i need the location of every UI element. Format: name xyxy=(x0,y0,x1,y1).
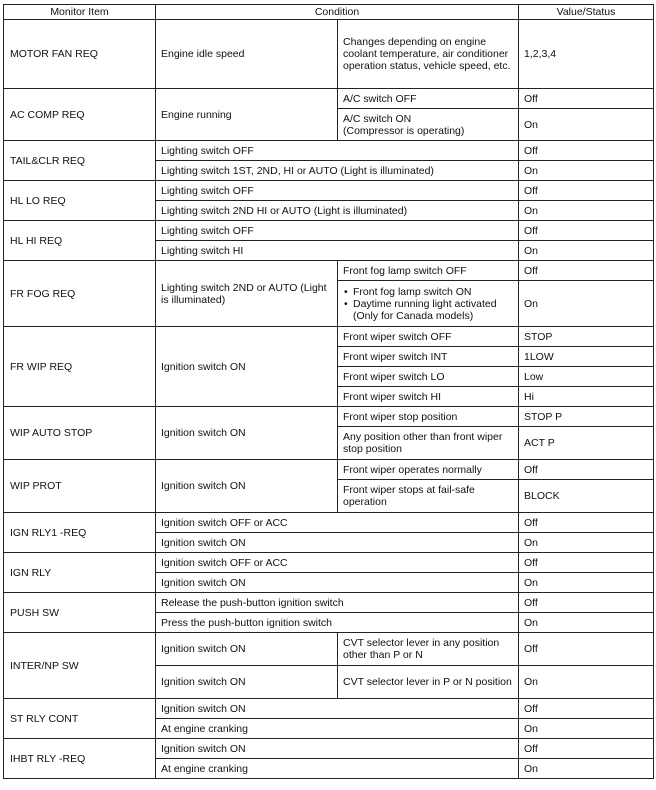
table-row xyxy=(4,181,654,201)
sub-condition-cell: Front wiper stops at fail-safe operation xyxy=(338,480,519,513)
sub-condition-cell: A/C switch OFF xyxy=(338,89,519,109)
monitor-item-cell: FR WIP REQ xyxy=(4,327,156,407)
bullet-item: • Daytime running light activated xyxy=(343,298,513,310)
condition-cell: Release the push-button ignition switch xyxy=(156,593,519,613)
bullet-list xyxy=(343,286,513,322)
sub-condition-cell: Front fog lamp switch OFF xyxy=(338,261,519,281)
value-cell: Off xyxy=(519,699,654,719)
condition-cell: Ignition switch ON xyxy=(156,666,338,699)
condition-cell: Ignition switch ON xyxy=(156,407,338,460)
table-row xyxy=(4,20,654,89)
table-row xyxy=(4,327,654,347)
monitor-item-cell: IHBT RLY -REQ xyxy=(4,739,156,779)
monitor-item-cell: HL HI REQ xyxy=(4,221,156,261)
value-cell: Off xyxy=(519,739,654,759)
condition-cell: Lighting switch OFF xyxy=(156,221,519,241)
table-row xyxy=(4,89,654,109)
table-row xyxy=(4,141,654,161)
monitor-item-cell: WIP PROT xyxy=(4,460,156,513)
value-cell: 1LOW xyxy=(519,347,654,367)
monitor-item-cell: INTER/NP SW xyxy=(4,633,156,699)
value-cell: On xyxy=(519,241,654,261)
bullet-item-note: (Only for Canada models) xyxy=(353,309,474,322)
bullet-item: • Front fog lamp switch ON xyxy=(343,286,513,298)
value-cell: On xyxy=(519,613,654,633)
sub-condition-cell: Front wiper switch INT xyxy=(338,347,519,367)
value-cell: ACT P xyxy=(519,427,654,460)
condition-cell: Engine idle speed xyxy=(156,20,338,89)
value-cell: On xyxy=(519,161,654,181)
monitor-item-cell: PUSH SW xyxy=(4,593,156,633)
condition-cell: Lighting switch OFF xyxy=(156,181,519,201)
sub-condition-cell: Changes depending on engine coolant temperature, air conditioner operation status, vehicle speed, etc. xyxy=(338,20,519,89)
value-cell: Off xyxy=(519,553,654,573)
monitor-item-cell: MOTOR FAN REQ xyxy=(4,20,156,89)
value-cell: Off xyxy=(519,513,654,533)
table-row xyxy=(4,593,654,613)
header-value-status: Value/Status xyxy=(519,5,654,20)
table-row xyxy=(4,221,654,241)
value-cell: On xyxy=(519,719,654,739)
sub-condition-cell xyxy=(338,281,519,327)
table-row xyxy=(4,407,654,427)
value-cell: Off xyxy=(519,221,654,241)
sub-condition-cell: Front wiper stop position xyxy=(338,407,519,427)
monitor-item-table xyxy=(3,4,654,779)
value-cell: Off xyxy=(519,633,654,666)
value-cell: On xyxy=(519,201,654,221)
value-cell: On xyxy=(519,109,654,141)
table-row xyxy=(4,460,654,480)
condition-cell: Ignition switch OFF or ACC xyxy=(156,553,519,573)
header-monitor-item: Monitor Item xyxy=(4,5,156,20)
condition-cell: Engine running xyxy=(156,89,338,141)
monitor-item-cell: IGN RLY xyxy=(4,553,156,593)
condition-cell: Ignition switch ON xyxy=(156,327,338,407)
value-cell: Low xyxy=(519,367,654,387)
condition-cell: Ignition switch ON xyxy=(156,699,519,719)
condition-cell: Lighting switch HI xyxy=(156,241,519,261)
condition-cell: Lighting switch 2ND or AUTO (Light is illuminated) xyxy=(156,261,338,327)
header-row xyxy=(4,5,654,20)
sub-condition-cell: Front wiper switch HI xyxy=(338,387,519,407)
sub-condition-cell: CVT selector lever in any position other than P or N xyxy=(338,633,519,666)
value-cell: BLOCK xyxy=(519,480,654,513)
value-cell: On xyxy=(519,281,654,327)
sub-condition-cell: Front wiper switch LO xyxy=(338,367,519,387)
monitor-item-cell: TAIL&CLR REQ xyxy=(4,141,156,181)
monitor-item-cell: WIP AUTO STOP xyxy=(4,407,156,460)
sub-condition-cell: Front wiper operates normally xyxy=(338,460,519,480)
condition-cell: Lighting switch OFF xyxy=(156,141,519,161)
condition-cell: Ignition switch OFF or ACC xyxy=(156,513,519,533)
sub-condition-cell: Front wiper switch OFF xyxy=(338,327,519,347)
table-row xyxy=(4,739,654,759)
condition-cell: Lighting switch 2ND HI or AUTO (Light is illuminated) xyxy=(156,201,519,221)
table-row xyxy=(4,553,654,573)
monitor-item-cell: FR FOG REQ xyxy=(4,261,156,327)
sub-condition-cell xyxy=(338,109,519,141)
condition-cell: Ignition switch ON xyxy=(156,633,338,666)
value-cell: Hi xyxy=(519,387,654,407)
table-row xyxy=(4,699,654,719)
value-cell: Off xyxy=(519,181,654,201)
value-cell: Off xyxy=(519,141,654,161)
sub-condition-cell: CVT selector lever in P or N position xyxy=(338,666,519,699)
value-cell: On xyxy=(519,666,654,699)
condition-cell: Ignition switch ON xyxy=(156,739,519,759)
value-cell: Off xyxy=(519,261,654,281)
condition-cell: At engine cranking xyxy=(156,759,519,779)
table-row xyxy=(4,633,654,666)
condition-cell: Ignition switch ON xyxy=(156,460,338,513)
value-cell: STOP P xyxy=(519,407,654,427)
monitor-item-cell: IGN RLY1 -REQ xyxy=(4,513,156,553)
condition-cell: At engine cranking xyxy=(156,719,519,739)
sub-condition-line: (Compressor is operating) xyxy=(343,124,465,137)
monitor-item-cell: HL LO REQ xyxy=(4,181,156,221)
condition-cell: Press the push-button ignition switch xyxy=(156,613,519,633)
value-cell: Off xyxy=(519,460,654,480)
sub-condition-line: A/C switch ON xyxy=(343,112,412,125)
value-cell: On xyxy=(519,573,654,593)
header-condition: Condition xyxy=(156,5,519,20)
value-cell: 1,2,3,4 xyxy=(519,20,654,89)
condition-cell: Ignition switch ON xyxy=(156,533,519,553)
sub-condition-cell: Any position other than front wiper stop position xyxy=(338,427,519,460)
monitor-item-cell: AC COMP REQ xyxy=(4,89,156,141)
value-cell: On xyxy=(519,533,654,553)
value-cell: Off xyxy=(519,593,654,613)
condition-cell: Ignition switch ON xyxy=(156,573,519,593)
value-cell: On xyxy=(519,759,654,779)
condition-cell: Lighting switch 1ST, 2ND, HI or AUTO (Light is illuminated) xyxy=(156,161,519,181)
table-row xyxy=(4,261,654,281)
table-row xyxy=(4,513,654,533)
value-cell: Off xyxy=(519,89,654,109)
value-cell: STOP xyxy=(519,327,654,347)
monitor-item-cell: ST RLY CONT xyxy=(4,699,156,739)
